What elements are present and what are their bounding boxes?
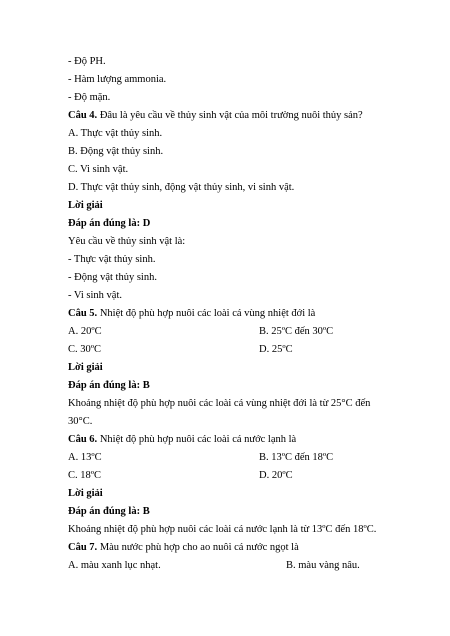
text-line: - Độ PH. <box>68 56 106 67</box>
text-line: Yêu cầu về thủy sinh vật là: <box>68 236 186 247</box>
option-a: A. 13ºC <box>68 452 102 463</box>
option-a: A. 20ºC <box>68 326 102 337</box>
question-label: Câu 6. <box>68 434 98 445</box>
question-4 <box>68 109 363 122</box>
question-label: Câu 7. <box>68 542 98 553</box>
question-label: Câu 5. <box>68 308 98 319</box>
text-line: - Thực vật thủy sinh. <box>68 254 156 265</box>
answer-line: Đáp án đúng là: B <box>68 506 150 517</box>
option-d: D. Thực vật thủy sinh, động vật thủy sinh, vi sinh vật. <box>68 182 295 193</box>
text-line: - Hàm lượng ammonia. <box>68 74 167 85</box>
question-text: Đâu là yêu cầu về thủy sinh vật của môi trường nuôi thủy sản? <box>97 110 363 121</box>
question-label: Câu 4. <box>68 110 98 121</box>
option-a: A. Thực vật thủy sinh. <box>68 128 163 139</box>
answer-line: Đáp án đúng là: D <box>68 218 151 229</box>
option-d: D. 20ºC <box>259 470 293 481</box>
solution-heading: Lời giải <box>68 200 103 211</box>
answer-line: Đáp án đúng là: B <box>68 380 150 391</box>
option-b: B. màu vàng nâu. <box>286 560 360 571</box>
option-b: B. 13ºC đến 18ºC <box>259 452 334 463</box>
question-5 <box>68 307 315 320</box>
option-a: A. màu xanh lục nhạt. <box>68 560 161 571</box>
option-c: C. Vi sinh vật. <box>68 164 129 175</box>
text-line: - Động vật thủy sinh. <box>68 272 157 283</box>
solution-heading: Lời giải <box>68 362 103 373</box>
question-text: Nhiệt độ phù hợp nuôi các loài cá vùng nhiệt đới là <box>97 308 316 319</box>
option-c: C. 30ºC <box>68 344 102 355</box>
text-line: Khoảng nhiệt độ phù hợp nuôi các loài cá vùng nhiệt đới là từ 25°C đến <box>68 398 371 409</box>
text-line: - Vi sinh vật. <box>68 290 123 301</box>
option-d: D. 25ºC <box>259 344 293 355</box>
text-line: - Độ mặn. <box>68 92 111 103</box>
text-line: Khoảng nhiệt độ phù hợp nuôi các loài cá nước lạnh là từ 13ºC đến 18ºC. <box>68 524 377 535</box>
question-text: Màu nước phù hợp cho ao nuôi cá nước ngọt là <box>97 542 299 553</box>
question-7 <box>68 541 299 554</box>
question-text: Nhiệt độ phù hợp nuôi các loài cá nước lạnh là <box>97 434 297 445</box>
option-c: C. 18ºC <box>68 470 102 481</box>
solution-heading: Lời giải <box>68 488 103 499</box>
question-6 <box>68 433 296 446</box>
option-b: B. Động vật thủy sinh. <box>68 146 164 157</box>
text-line: 30°C. <box>68 416 93 427</box>
option-b: B. 25ºC đến 30ºC <box>259 326 334 337</box>
